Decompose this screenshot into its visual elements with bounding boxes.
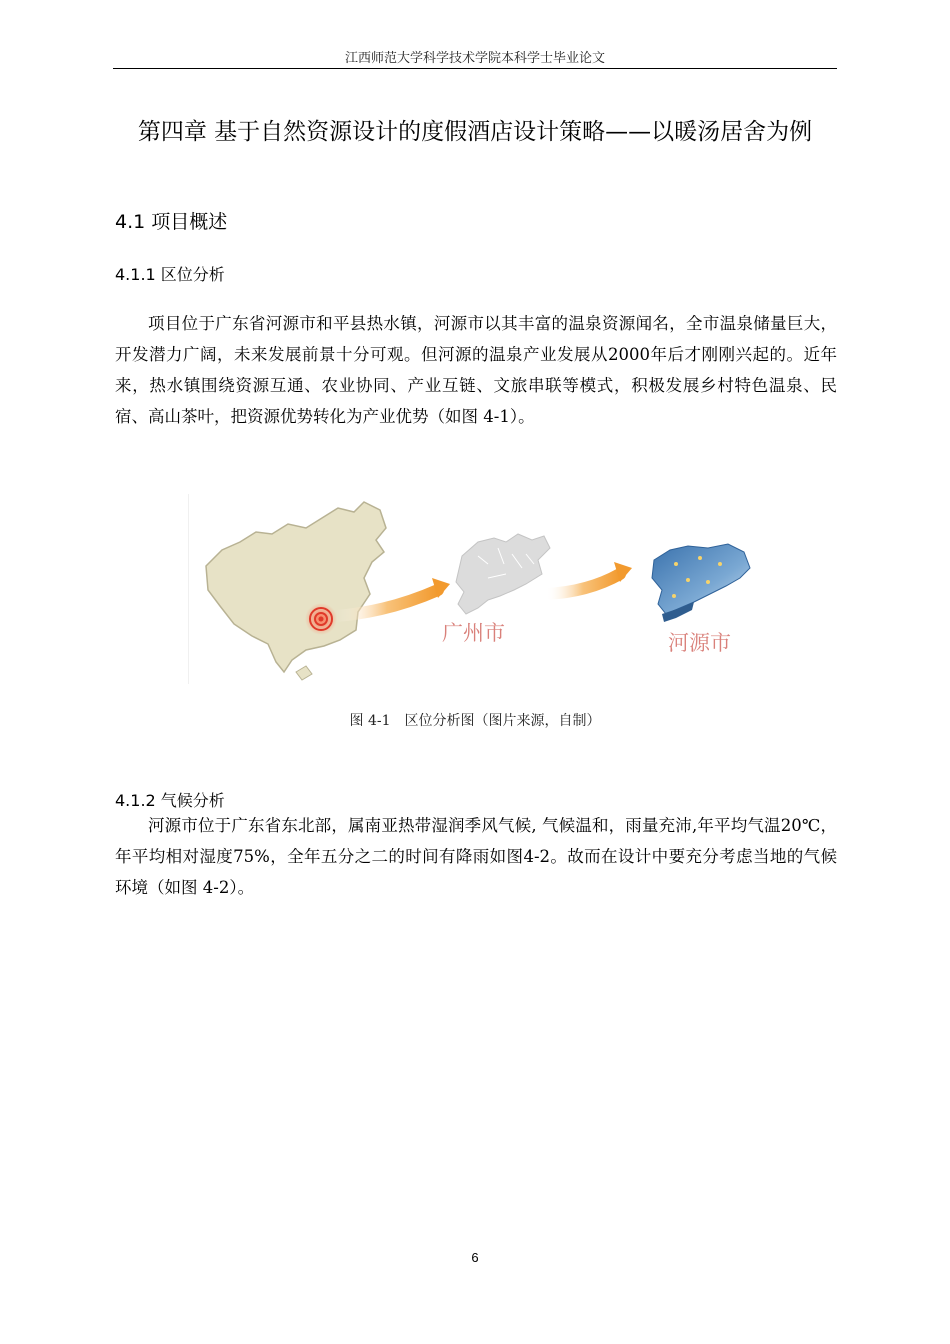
page-number: 6: [471, 1250, 479, 1265]
heyuan-map: [652, 544, 750, 622]
subsection-title-location: 4.1.1 区位分析: [115, 265, 225, 284]
label-heyuan: 河源市: [668, 631, 731, 655]
label-guangzhou: 广州市: [442, 621, 505, 645]
arrow-icon: [546, 562, 632, 594]
paragraph-climate: 河源市位于广东省东北部，属南亚热带湿润季风气候, 气候温和，雨量充沛,年平均气温20℃，年平均相对湿度75%，全年五分之二的时间有降雨如图4-2。故而在设计中要充分考虑当地的气候环境（如图 4-2）。: [115, 816, 837, 897]
guangdong-map: [456, 534, 550, 614]
figure-caption: 图 4-1 区位分析图（图片来源，自制）: [349, 713, 601, 729]
china-map: [206, 502, 386, 680]
location-figure: [188, 494, 764, 684]
running-header: 江西师范大学科学技术学院本科学士毕业论文: [344, 51, 605, 66]
chapter-title: 第四章 基于自然资源设计的度假酒店设计策略——以暖汤居舍为例: [137, 119, 813, 145]
location-map-illustration: [188, 494, 764, 684]
section-title: 4.1 项目概述: [115, 211, 228, 233]
subsection-title-climate: 4.1.2 气候分析: [115, 791, 225, 810]
paragraph-location: 项目位于广东省河源市和平县热水镇，河源市以其丰富的温泉资源闻名，全市温泉储量巨大，开发潜力广阔，未来发展前景十分可观。但河源的温泉产业发展从2000年后才刚刚兴起的。近年来，热水镇围绕资源互通、农业协同、产业互链、文旅串联等模式，积极发展乡村特色温泉、民宿、高山茶叶，把资源优势转化为产业优势（如图 4-1）。: [115, 314, 837, 426]
header-rule: [113, 68, 837, 69]
